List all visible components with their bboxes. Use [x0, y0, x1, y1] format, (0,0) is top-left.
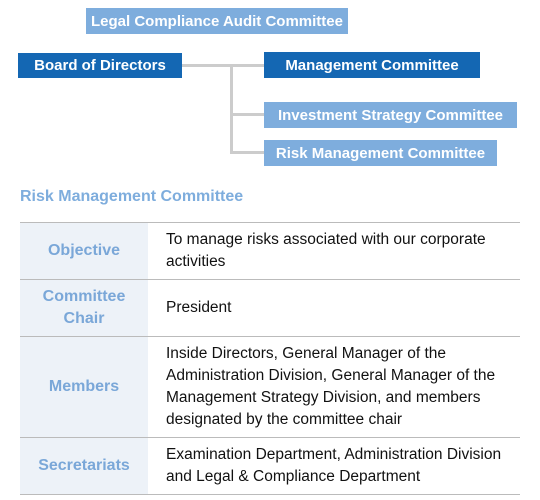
- connector-vertical: [230, 64, 233, 154]
- investment-strategy-committee-label: Investment Strategy Committee: [277, 106, 504, 124]
- connector-board-to-management: [182, 64, 264, 67]
- board-of-directors-box: [18, 53, 182, 78]
- row-label-objective: Objective: [20, 223, 148, 280]
- row-value-members: Inside Directors, General Manager of the Administration Division, General Manager of the Management Strategy Division, and members designated by the committee chair: [148, 337, 520, 438]
- row-value-objective: To manage risks associated with our corporate activities: [148, 223, 520, 280]
- section-title: Risk Management Committee: [20, 188, 244, 205]
- row-label-members: Members: [20, 337, 148, 438]
- table-row-objective: [20, 223, 520, 280]
- risk-management-committee-box: [264, 140, 497, 166]
- connector-to-risk: [230, 151, 264, 154]
- row-label-committee-chair: Committee Chair: [20, 280, 148, 337]
- row-value-secretariats: Examination Department, Administration Division and Legal & Compliance Department: [148, 438, 520, 495]
- table-row-secretariats: [20, 438, 520, 495]
- table-row-committee-chair: [20, 280, 520, 337]
- management-committee-box: [264, 52, 480, 78]
- row-label-secretariats: Secretariats: [20, 438, 148, 495]
- row-value-committee-chair: President: [148, 280, 520, 337]
- investment-strategy-committee-box: [264, 102, 517, 128]
- board-of-directors-label: Board of Directors: [34, 57, 166, 74]
- risk-management-committee-label: Risk Management Committee: [275, 144, 486, 162]
- management-committee-label: Management Committee: [285, 56, 459, 74]
- audit-committee-box: [86, 8, 348, 34]
- table-row-members: [20, 337, 520, 438]
- audit-committee-label: Legal Compliance Audit Committee: [91, 12, 343, 30]
- connector-to-investment: [230, 113, 264, 116]
- committee-info-table: [20, 222, 520, 495]
